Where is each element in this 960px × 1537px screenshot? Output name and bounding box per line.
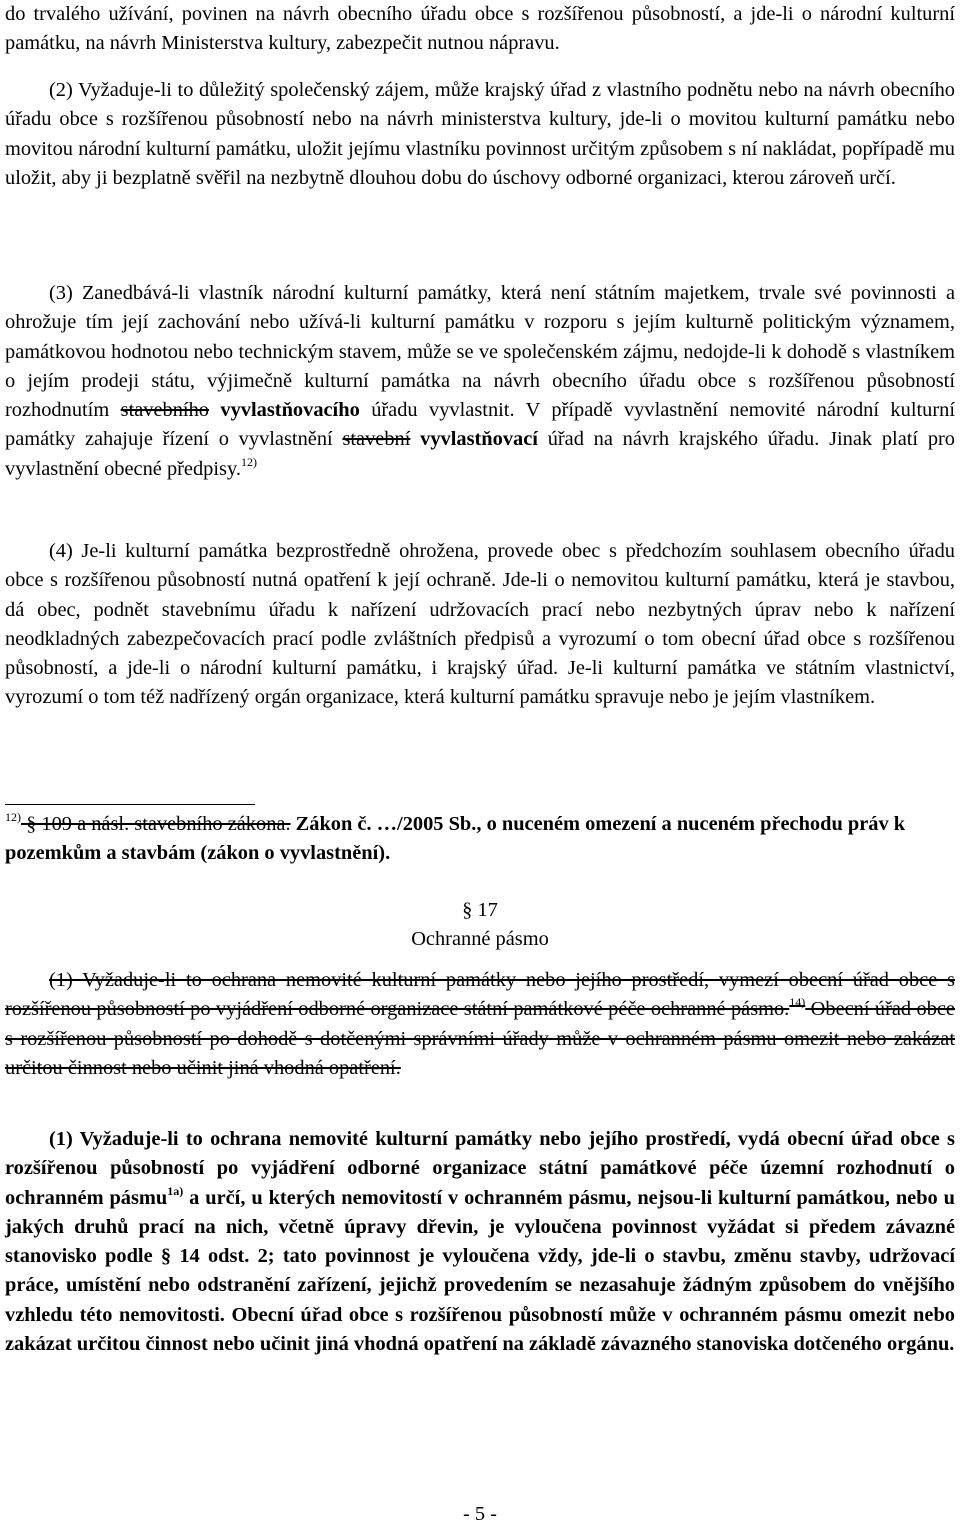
- struck-text: stavební: [342, 428, 411, 451]
- paragraph-text: (2) Vyžaduje-li to důležitý společenský zájem, může krajský úřad z vlastního podnětu nebo na návrh obecního úřadu obce s rozšířenou působností nebo na návrh ministerstva kultury, jde-li o movitou kulturní památku nebo movitou národní kulturní památku, uložit jejímu vlastníku povinnost určitým způsobem s ní nakládat, popřípadě mu uložit, aby ji bezplatně svěřil na nezbytně dlouhou dobu do úschovy odborné organizaci, kterou zároveň určí.: [5, 79, 955, 189]
- paragraph-struck: [5, 966, 955, 1083]
- paragraph-2: [5, 76, 955, 193]
- paragraph-text: úřadu vyvlastnit. V případě vyvlastnění nemovité národní kulturní památky zahajuje řízení o vyvlastnění: [5, 399, 955, 451]
- footnote-reference: 14): [789, 995, 806, 1010]
- inserted-text: vyvlastňovací: [410, 428, 538, 451]
- page-number: - 5 -: [463, 1503, 497, 1525]
- footnote-divider: [5, 804, 255, 805]
- paragraph-continuation: [5, 0, 955, 59]
- section-number: § 17: [462, 899, 498, 921]
- footnote-marker: 12): [5, 810, 21, 824]
- paragraph-text: a určí, u kterých nemovitostí v ochranném pásmu, nejsou-li kulturní památkou, nebo u jakých druhů prací na nich, včetně úpravy dřevin, je vyloučena povinnost vyžádat si předem závazné stanovisko podle § 14 odst. 2; tato povinnost je vyloučena vždy, jde-li o stavbu, změnu stavby, udržovací práce, umístění nebo odstranění zařízení, jejichž provedením se nezasahuje žádným způsobem do vnějšího vzhledu této nemovitosti. Obecní úřad obce s rozšířenou působností může v ochranném pásmu omezit nebo zakázat určitou činnost nebo učinit jiná vhodná opatření na základě závazného stanoviska dotčeného orgánu.: [5, 1186, 955, 1356]
- inserted-text: Zákon č. …/2005 Sb., o nuceném omezení a nuceném přechodu práv k pozemkům a stavbám (zákon o vyvlastnění).: [5, 813, 906, 865]
- paragraph-text: (1) Vyžaduje-li to ochrana nemovité kulturní památky nebo jejího prostředí, vydá obecní úřad obce s rozšířenou působností po vyjádření odborné organizace státní památkové péče územní rozhodnutí o ochranném pásmu: [5, 1128, 955, 1209]
- inserted-text: vyvlastňovacího: [208, 399, 360, 422]
- paragraph-text: do trvalého užívání, povinen na návrh obecního úřadu obce s rozšířenou působností, a jde-li o národní kulturní památku, na návrh Ministerstva kultury, zabezpečit nutnou nápravu.: [5, 3, 955, 55]
- struck-text: stavebního: [120, 399, 209, 422]
- paragraph-4: [5, 537, 955, 713]
- section-title: Ochranné pásmo: [411, 928, 549, 950]
- paragraph-3: [5, 279, 955, 484]
- paragraph-text: (4) Je-li kulturní památka bezprostředně ohrožena, provede obec s předchozím souhlasem obecního úřadu obce s rozšířenou působností nutná opatření k její ochraně. Jde-li o nemovitou kulturní památku, která je stavbou, dá obec, podnět stavebnímu úřadu k nařízení udržovacích prací nebo nezbytných úprav nebo k nařízení neodkladných zabezpečovacích prací podle zvláštních předpisů a vyrozumí o tom obecní úřad obce s rozšířenou působností, a jde-li o národní kulturní památku, i krajský úřad. Je-li kulturní památka ve státním vlastnictví, vyrozumí o tom též nadřízený orgán organizace, která kulturní památku spravuje nebo je jejím vlastníkem.: [5, 540, 955, 709]
- paragraph-text: (1) Vyžaduje-li to ochrana nemovité kulturní památky nebo jejího prostředí, vymezí obecní úřad obce s rozšířenou působností po vyjádření odborné organizace státní památkové péče ochranné pásmo.: [5, 969, 955, 1021]
- footnote-reference: 12): [240, 454, 257, 469]
- footnote-reference: 1a): [167, 1183, 184, 1198]
- paragraph-text: úřad na návrh krajského úřadu. Jinak platí pro vyvlastnění obecné předpisy.: [5, 428, 955, 480]
- struck-text: § 109 a násl. stavebního zákona.: [21, 813, 291, 835]
- paragraph-text: Obecní úřad obce s rozšířenou působností po dohodě s dotčenými správními úřady může v ochranném pásmu omezit nebo zakázat určitou činnost nebo učinit jiná vhodná opatření.: [5, 998, 955, 1079]
- footnote: [5, 810, 955, 869]
- paragraph-new: [5, 1125, 955, 1359]
- paragraph-text: (3) Zanedbává-li vlastník národní kulturní památky, která není státním majetkem, trvale své povinnosti a ohrožuje tím její zachování nebo užívá-li kulturní památku v rozporu s jejím kulturně politickým významem, památkovou hodnotou nebo technickým stavem, může se ve společenském zájmu, nedojde-li k dohodě s vlastníkem o jejím prodeji státu, výjimečně kulturní památka na návrh obecního úřadu obce s rozšířenou působností rozhodnutím: [5, 282, 955, 422]
